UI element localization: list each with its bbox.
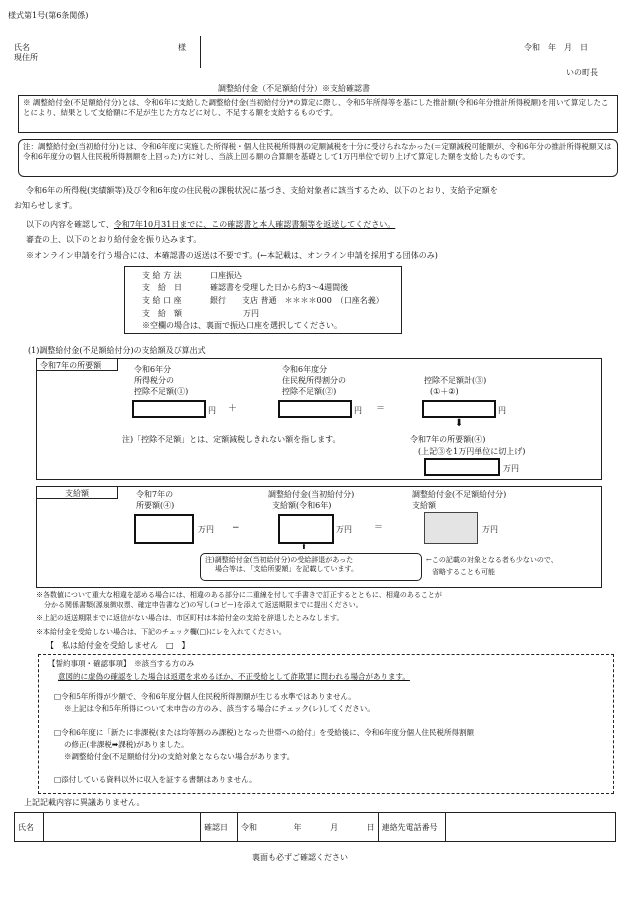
col3-title-2: (①＋②): [430, 387, 459, 396]
intro-deadline: 令和7年10月31日までに、この確認書と本人確認書類等を返送してください。: [113, 220, 396, 229]
note2: ※上記の返送期限までに返信がない場合は、市区町村は本給付金の支給を辞退したとみなします。: [36, 614, 344, 622]
shortfall-payment-output: [424, 512, 478, 544]
deduction-total-input[interactable]: [422, 400, 496, 418]
section1-label-box: [36, 358, 118, 371]
decline-note-box: [200, 553, 422, 581]
equals-sign-2: ＝: [374, 523, 384, 533]
header-divider: [200, 36, 201, 68]
deduction-resident-tax-input[interactable]: [278, 400, 352, 418]
unit-manyen-4: 万円: [482, 525, 498, 534]
issuer: いの町長: [566, 68, 598, 77]
method-value: 口座振込: [210, 271, 242, 280]
s2-col2-title-1: 調整給付金(当初給付分): [268, 490, 355, 499]
decline-note-2: 場合等は、「支給所要額」を記載しています。: [215, 565, 358, 573]
oath-warning: 意図的に虚偽の確認をした場合は返還を求めるほか、不正受給として詐欺罪に問われる場合があります。: [58, 672, 410, 681]
footer-year: 年: [293, 822, 302, 832]
date-value: 確認書を受理した日から約3～4週間後: [210, 283, 349, 292]
intro-line5: ※オンライン申請を行う場合には、本確認書の返送は不要です。(←本記載は、オンライン申請を採用する団体のみ): [26, 251, 438, 260]
agree-text: 上記記載内容に異議ありません。: [24, 798, 145, 807]
unit-manyen-3: 万円: [336, 525, 352, 534]
plus-sign: ＋: [228, 404, 238, 414]
account-label: 支 給 口 座: [142, 296, 182, 305]
note1-a: ※各数値について重大な相違を認める場合には、相違のある部分に二重線を付して手書きで訂正するとともに、相違のあることが: [36, 591, 442, 599]
blank-note: ※空欄の場合は、裏面で振込口座を選択してください。: [142, 321, 342, 330]
s2-col3-title-2: 支給額: [412, 501, 436, 510]
col1-title-2: 所得税分の: [134, 376, 174, 385]
s2-col3-title-1: 調整給付金(不足額給付分): [412, 490, 507, 499]
footer-date-field[interactable]: [238, 813, 379, 842]
amount-value: 万円: [243, 309, 259, 318]
section2-label-box: [36, 486, 118, 499]
unit-manyen-2: 万円: [198, 525, 214, 534]
decline-note-1: 注)調整給付金(当初給付分)の受給辞退があった: [205, 556, 354, 564]
side-note-1: ←この記載の対象となる者も少ないので、: [426, 556, 558, 564]
oath-heading: [48, 659, 194, 669]
col1-title-3: 控除不足額(①): [134, 387, 189, 396]
footer-month: 月: [330, 822, 339, 832]
note1-b: 分かる関係書類(源泉徴収票、確定申告書など)の写し(コピー)を添えて返送期限までに提出ください。: [44, 601, 363, 609]
arrow-down-icon: ⬇: [455, 418, 464, 429]
unit-yen-3: 円: [498, 406, 506, 415]
unit-yen-1: 円: [208, 406, 216, 415]
oath-check3[interactable]: □添付している資料以外に収入を証する書類はありません。: [54, 775, 257, 784]
col3-title-1: 控除不足額計(③): [424, 376, 487, 385]
unit-manyen-1: 万円: [503, 464, 519, 473]
note3: ※本給付金を受給しない場合は、下記のチェック欄(□)にレを入れてください。: [36, 628, 286, 636]
oath-check1[interactable]: □令和5年所得が少額で、令和6年度分個人住民税所得割額が生じる水準ではありません。: [54, 692, 356, 701]
deduction-income-tax-input[interactable]: [132, 400, 206, 418]
intro-line4: 審査の上、以下のとおり給付金を振り込みます。: [26, 235, 202, 244]
intro-line2: お知らせします。: [14, 201, 78, 210]
method-label: 支 給 方 法: [142, 271, 182, 280]
oath-check1-note: ※上記は令和5年所得について未申告の方のみ、該当する場合にチェック(レ)してください。: [64, 704, 375, 713]
name-suffix: 様: [178, 43, 186, 52]
date-label: 支 給 日: [142, 283, 182, 292]
amount-label: 支 給 額: [142, 309, 182, 318]
header-date: 令和 年 月 日: [524, 43, 588, 52]
form-number: 様式第1号(第6条関係): [8, 11, 89, 20]
name-label: 氏名: [14, 43, 30, 52]
footer-name-label: 氏名: [15, 813, 44, 842]
oath-heading-a: 【誓約事項・確認事項】: [48, 659, 127, 668]
unit-yen-2: 円: [354, 406, 362, 415]
oath-heading-b: ※該当する方のみ: [134, 659, 195, 668]
decline-check[interactable]: 【 私は給付金を受給しません □ 】: [46, 641, 190, 650]
col4-title-1: 令和7年の所要額(④): [410, 435, 486, 444]
footer-name-input[interactable]: [44, 813, 201, 842]
col2-title-2: 住民税所得割分の: [282, 376, 346, 385]
oath-check2-a[interactable]: □令和6年度に「新たに非課税(または均等割のみ課税)となった世帯への給付」を受給後に、令和6年度分個人住民税所得割額: [54, 728, 474, 737]
footer-day: 日: [366, 822, 375, 832]
initial-payment-input[interactable]: [278, 514, 334, 544]
footer-reiwa: 令和: [241, 822, 257, 832]
required-amount-input[interactable]: [424, 458, 500, 476]
s2-col2-title-2: 支給額(令和6年): [272, 501, 332, 510]
minus-sign: −: [232, 523, 240, 533]
oath-check2-note: ※調整給付金(不足額給付分)の支給対象とならない場合があります。: [64, 752, 295, 761]
address-label: 現住所: [14, 53, 38, 62]
s2-col1-title-2: 所要額(④): [136, 501, 175, 510]
s2-col1-title-1: 令和7年の: [136, 490, 174, 499]
account-value: 銀行 支店 普通 ＊＊＊＊000 （口座名義）: [210, 296, 384, 305]
intro-line3: [26, 219, 395, 230]
notice-box: [18, 95, 618, 133]
signature-table: [14, 812, 616, 842]
deduction-note: 注)「控除不足額」とは、定額減税しきれない額を指します。: [122, 435, 341, 444]
calc-heading: (1)調整給付金(不足額給付分)の支給額及び算出式: [28, 346, 206, 355]
col2-title-1: 令和6年度分: [282, 365, 328, 374]
intro-line3-a: 以下の内容を確認して、: [26, 220, 114, 229]
note-text: 注：調整給付金(当初給付分)とは、令和6年度に実施した所得税・個人住民税所得割の定額減税を十分に受けられなかった(＝定額減税可能額が、令和6年分の推計所得税額又は令和6年度分の個人住民税所得割額を上回った)方に対し、当該上回る額の合算額を基礎として1万円単位で切り上げて算定した額を支給したものです。: [23, 142, 612, 161]
equals-sign-1: ＝: [376, 404, 386, 414]
footer-confirm-label: 確認日: [201, 813, 238, 842]
oath-check2-b: の修正(非課税➡課税)がありました。: [64, 740, 189, 749]
arrow-up-icon: ⬆: [301, 543, 307, 551]
side-note-2: 省略することも可能: [432, 568, 495, 576]
col2-title-3: 控除不足額(②): [282, 387, 337, 396]
section2-label: 支給額: [65, 489, 89, 498]
footer-phone-input[interactable]: [445, 813, 615, 842]
col1-title-1: 令和6年分: [134, 365, 172, 374]
note-box: [18, 139, 618, 177]
intro-line1: 令和6年の所得税(実績額等)及び令和6年度の住民税の課税状況に基づき、支給対象者に該当するため、以下のとおり、支給予定額を: [26, 186, 498, 195]
section1-label: 令和7年の所要額: [40, 361, 102, 370]
page-title: 調整給付金（不足額給付分）※支給確認書: [218, 84, 370, 93]
footer-phone-label: 連絡先電話番号: [378, 813, 445, 842]
notice-text: ※ 調整給付金(不足額給付分)とは、令和6年に支給した調整給付金(当初給付分)*の算定に際し、令和5年所得等を基にした推計額(令和6年分推計所得税額)を用いて算定したことにより、結果として支給額に不足が生じた方などに対し、不足する額を支給するものです。: [23, 98, 609, 117]
back-note: 裏面も必ずご確認ください: [252, 853, 348, 862]
required-amount-copy-input[interactable]: [134, 514, 194, 544]
col4-title-2: (上記③を1万円単位に切上げ): [418, 447, 526, 456]
